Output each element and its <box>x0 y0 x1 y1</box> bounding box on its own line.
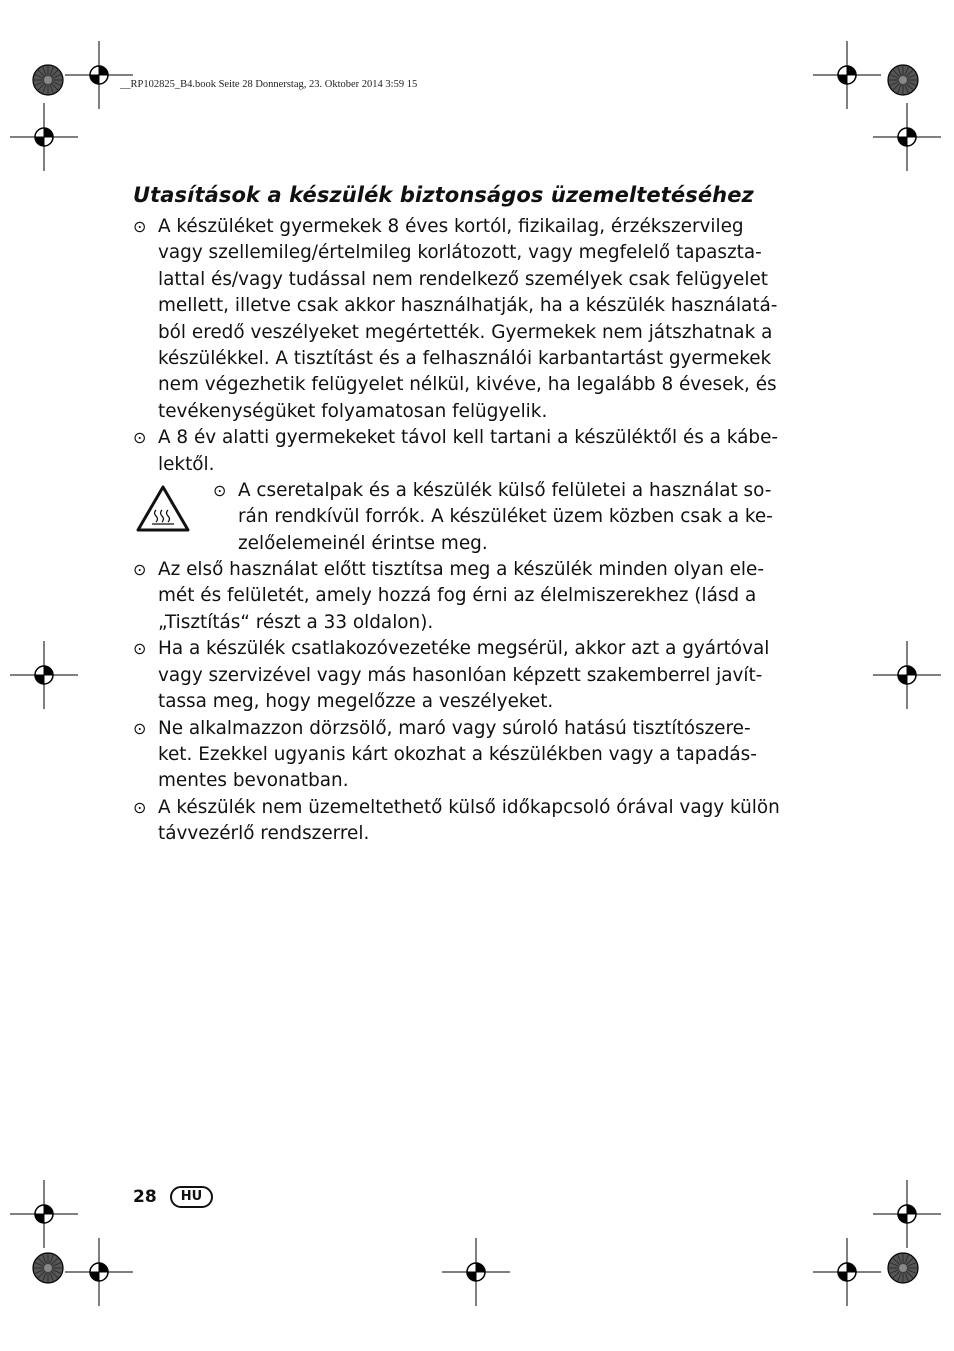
registration-mark-right-middle <box>873 641 941 709</box>
bullet-icon: ⊙ <box>133 217 147 236</box>
safety-item-4 <box>133 636 795 715</box>
star-target-top-left <box>33 65 63 95</box>
item-line: Ne alkalmazzon dörzsölő, maró vagy súroló hatású tisztítószere- <box>158 717 751 739</box>
item-line: Ha a készülék csatlakozóvezetéke megsérül, akkor azt a gyártóval <box>158 638 770 660</box>
print-header-info: __RP102825_B4.book Seite 28 Donnerstag, 23. Oktober 2014 3:59 15 <box>120 79 418 90</box>
item-line: A cseretalpak és a készülék külső felületei a használat so- <box>238 480 772 502</box>
registration-mark-left-lower <box>10 1180 78 1248</box>
item-line: zelőelemeinél érintse meg. <box>238 532 488 554</box>
bullet-icon: ⊙ <box>133 428 147 448</box>
item-line: lektől. <box>158 453 215 475</box>
item-line: tassa meg, hogy megelőzze a veszélyeket. <box>158 691 554 713</box>
safety-item-2 <box>133 425 795 478</box>
item-line: ket. Ezekkel ugyanis kárt okozhat a készülékben vagy a tapadás- <box>158 743 757 765</box>
item-line: ból eredő veszélyeket megértették. Gyermekek nem játszhatnak a <box>158 321 773 343</box>
warning-text <box>213 478 795 557</box>
safety-item-1 <box>133 214 795 425</box>
bullet-icon: ⊙ <box>213 481 227 501</box>
safety-item-6 <box>133 795 795 848</box>
registration-mark-right-upper <box>873 103 941 171</box>
hot-surface-warning <box>133 478 795 557</box>
star-target-top-right <box>888 65 918 95</box>
item-line: A készülék nem üzemeltethető külső időkapcsoló órával vagy külön <box>158 796 780 818</box>
item-line: vagy szellemileg/értelmileg korlátozott, vagy megfelelő tapaszta- <box>158 242 762 264</box>
registration-mark-right-lower <box>873 1180 941 1248</box>
star-target-bottom-right <box>888 1253 918 1283</box>
language-badge: HU <box>170 1186 213 1208</box>
registration-mark-bottom-center <box>442 1238 510 1306</box>
item-line: „Tisztítás“ részt a 33 oldalon). <box>158 611 434 633</box>
registration-mark-bottom-right <box>813 1238 881 1306</box>
safety-item-3 <box>133 557 795 636</box>
bullet-icon: ⊙ <box>133 560 147 580</box>
registration-mark-left-upper <box>10 103 78 171</box>
item-line: távvezérlő rendszerrel. <box>158 823 370 845</box>
item-line: készülékkel. A tisztítást és a felhasználói karbantartást gyermekek <box>158 348 772 370</box>
star-target-bottom-left <box>33 1253 63 1283</box>
hot-surface-warning-icon <box>135 484 191 534</box>
item-line: nem végezhetik felügyelet nélkül, kivéve, ha legalább 8 évesek, és <box>158 374 777 396</box>
item-line: mét és felületét, amely hozzá fog érni az élelmiszerekhez (lásd a <box>158 585 757 607</box>
item-line: Az első használat előtt tisztítsa meg a készülék minden olyan ele- <box>158 559 764 581</box>
item-line: rán rendkívül forrók. A készüléket üzem közben csak a ke- <box>238 506 773 528</box>
item-line: A 8 év alatti gyermekeket távol kell tartani a készüléktől és a kábe- <box>158 427 779 449</box>
bullet-icon: ⊙ <box>133 639 147 659</box>
section-title: Utasítások a készülék biztonságos üzemeltetéséhez <box>133 183 754 207</box>
registration-mark-left-middle <box>10 641 78 709</box>
registration-mark-top-left <box>65 41 133 109</box>
item-line: tevékenységüket folyamatosan felügyelik. <box>158 400 548 422</box>
registration-mark-top-right <box>813 41 881 109</box>
safety-instructions <box>133 214 795 848</box>
item-line: mellett, illetve csak akkor használhatják, ha a készülék használatá- <box>158 295 778 317</box>
bullet-icon: ⊙ <box>133 797 147 817</box>
item-line: mentes bevonatban. <box>158 770 349 792</box>
item-line: lattal és/vagy tudással nem rendelkező személyek csak felügyelet <box>158 268 768 290</box>
bullet-icon: ⊙ <box>133 718 147 738</box>
item-line: A készüléket gyermekek 8 éves kortól, fizikailag, érzékszervileg <box>158 216 744 237</box>
safety-item-5 <box>133 716 795 795</box>
registration-mark-bottom-left <box>65 1238 133 1306</box>
item-line: vagy szervizével vagy más hasonlóan képzett szakemberrel javít- <box>158 664 763 686</box>
page-number: 28 <box>133 1187 157 1207</box>
